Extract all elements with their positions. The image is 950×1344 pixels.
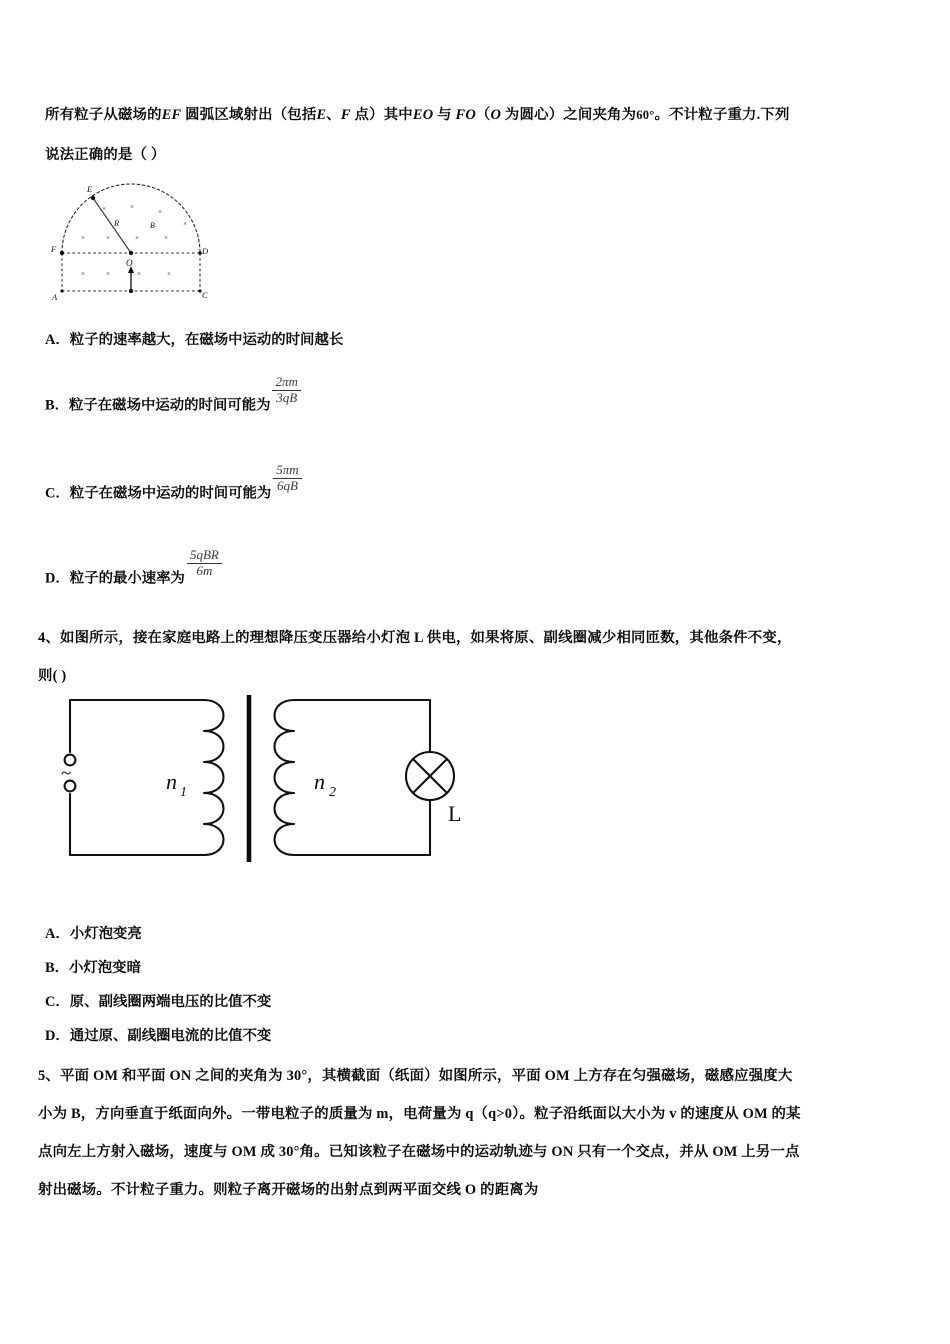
q3-option-C-label: C． [45,485,70,502]
label-C: C [202,290,208,300]
ac-source-symbol: ~ [61,763,72,784]
fraction-numerator: 5qBR [187,548,222,564]
question4-stem-line2: 则( ) [38,668,67,684]
point-A-dot [60,289,63,292]
label-F: F [51,244,57,254]
secondary-coil-label: n [314,769,325,794]
q3-option-B-label: B． [45,397,69,414]
label-O: O [126,258,133,268]
figure-semicircular-field-region [50,178,230,308]
field-mark: × [167,270,171,278]
q3-stem-angle: 60° [636,108,655,122]
q3-stem-f: F [340,107,351,123]
q4-option-D-label: D． [45,1028,70,1044]
fraction-denominator: 6qB [277,477,298,493]
q4-option-C-text: 原、副线圈两端电压的比值不变 [69,994,272,1010]
q3-stem-eo: EO [412,107,434,123]
question4-stem-line1: 4、如图所示，接在家庭电路上的理想降压变压器给小灯泡 L 供电，如果将原、副线圈减少相同匝数，其他条件不变， [38,630,792,646]
q3-stem-o: O [490,107,502,123]
q3-stem-part-d: 点）其中 [354,107,413,123]
q4-option-C-label: C． [45,994,70,1010]
field-mark: × [137,270,141,278]
q4-option-D-text: 通过原、副线圈电流的比值不变 [69,1028,272,1044]
label-E: E [87,184,93,194]
q3-option-A-label: A． [45,332,70,348]
q4-option-D [45,1026,271,1046]
q4-option-A-text: 小灯泡变亮 [69,926,142,942]
q3-option-D-label: D． [45,570,70,587]
arc-FD [62,184,200,253]
fraction-numerator: 2πm [272,375,300,391]
q3-option-C-text: 粒子在磁场中运动的时间可能为 [69,485,272,502]
field-mark: × [106,234,110,242]
q4-option-B-text: 小灯泡变暗 [69,960,141,976]
q3-option-B-text: 粒子在磁场中运动的时间可能为 [69,397,271,414]
q3-stem-part-b: 圆弧区域射出（包括 [185,107,317,123]
q3-stem-ef: EF [161,107,182,123]
q3-stem-yu: 与 [437,107,452,123]
lamp-label: L [448,801,462,826]
field-mark: × [135,234,139,242]
q3-option-D [45,547,224,589]
fraction-denominator: 6m [196,562,213,578]
q3-stem-part-a: 所有粒子从磁场的 [45,107,162,123]
primary-coil-windings [204,700,224,855]
fraction-denominator: 3qB [276,389,298,405]
figure-transformer-circuit [52,690,482,905]
secondary-coil-subscript: 2 [329,785,336,800]
q3-option-A-text: 粒子的速率越大，在磁场中运动的时间越长 [69,332,344,348]
field-mark: × [81,234,85,242]
field-mark: × [106,270,110,278]
label-A: A [52,292,58,302]
field-mark: × [183,220,187,228]
label-B: B [150,221,155,230]
q3-option-C-fraction [273,463,301,493]
q3-stem-part-g: 为圆心）之间夹角为 [504,107,637,123]
q3-stem-part-h: 。不计粒子重力.下列 [654,107,790,123]
q3-stem-e: E [316,107,327,123]
question3-stem-line2: 说法正确的是（ ） [45,147,166,163]
field-marks-group [81,203,187,278]
q3-option-A [45,330,343,350]
question5-stem-line4: 射出磁场。不计粒子重力。则粒子离开磁场的出射点到两平面交线 O 的距离为 [38,1182,539,1198]
label-R: R [114,218,120,228]
q3-stem-paren: （ [475,107,491,123]
field-mark: × [164,234,168,242]
secondary-coil-windings [275,700,295,855]
point-F-dot [60,251,64,255]
q4-option-B-label: B． [45,960,69,976]
field-mark: × [158,208,162,216]
question5-stem-line3: 点向左上方射入磁场，速度与 OM 成 30°角。已知该粒子在磁场中的运动轨迹与 ON 只有一个交点，并从 OM 上另一点 [38,1144,800,1160]
q3-option-D-text: 粒子的最小速率为 [69,570,185,587]
q4-option-A-label: A． [45,926,70,942]
field-mark: × [130,203,134,211]
q3-stem-fo: FO [455,107,476,123]
question5-stem-line1: 5、平面 OM 和平面 ON 之间的夹角为 30°，其横截面（纸面）如图所示，平面 OM 上方存在匀强磁场，磁感应强度大 [38,1068,793,1084]
label-D: D [202,246,209,256]
fraction-numerator: 5πm [273,463,301,479]
primary-coil-subscript: 1 [180,785,187,800]
point-E-dot [91,196,95,200]
field-mark: × [102,205,106,213]
q3-stem-comma: 、 [326,107,341,123]
point-O-dot [129,251,133,255]
q4-option-C [45,992,271,1012]
q4-option-B [45,958,141,978]
q3-option-D-fraction [187,548,222,578]
radius-line-EO [93,198,131,253]
q3-option-B-fraction [272,375,300,405]
primary-coil-label: n [166,769,177,794]
q4-option-A [45,924,142,944]
question3-stem-line1 [45,95,905,135]
question5-stem-line2: 小为 B，方向垂直于纸面向外。一带电粒子的质量为 m，电荷量为 q（q>0）。粒子沿纸面以大小为 v 的速度从 OM 的某 [38,1106,801,1122]
field-mark: × [81,270,85,278]
